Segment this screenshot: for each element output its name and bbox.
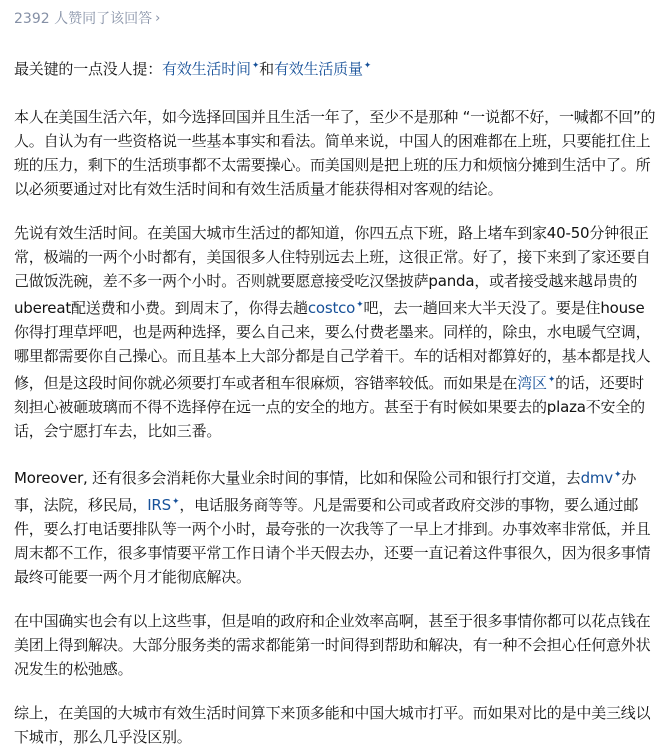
upvote-count-text: 2392 人赞同了该回答 [14,11,153,27]
spark-icon: ✦ [251,61,260,71]
upvote-count-link[interactable] [14,8,656,30]
paragraph-moreover: Moreover, 还有很多会消耗你大量业余时间的事情，比如和保险公司和银行打交道，去dmv✦办事，法院，移民局，IRS✦，电话服务商等等。凡是需要和公司或者政府交涉的事物，要么通过邮件，要么打电话要排队等一两个小时，最夸张的一次我等了一早上才排到。办事效率非常低，并且周末都不工作，很多事情要平常工作日请个半天假去办，还要一直记着这件事很久，因为很多事情最终可能要一两个月才能彻底解决。 [14,469,651,586]
keyword-link-dmv[interactable]: dmv✦ [580,469,622,487]
keyword-link-costco[interactable]: costco✦ [307,299,364,317]
spark-icon: ✦ [356,300,364,310]
key-point-paragraph [14,54,656,81]
keyword-link-irs[interactable]: IRS✦ [147,496,180,514]
spark-icon: ✦ [547,375,556,385]
keyword-link-effective-time[interactable]: 有效生活时间✦ [162,60,260,78]
paragraph-intro: 本人在美国生活六年，如今选择回国并且生活一年了，至少不是那种 “一说都不好，一喊都不回”的人。自认为有一些资格说一些基本事实和看法。简单来说，中国人的困难都在上班，只要能扛住上班的压力，剩下的生活琐事都不太需要操心。而美国则是把上班的压力和烦恼分摊到生活中了。所以必须要通过对比有效生活时间和有效生活质量才能获得相对客观的结论。 [14,108,656,198]
paragraph-conclusion: 综上，在美国的大城市有效生活时间算下来顶多能和中国大城市打平。而如果对比的是中美三线以下城市，那么几乎没区别。 [14,704,651,746]
key-point-mid: 和 [259,60,274,78]
spark-icon: ✦ [614,470,622,480]
spark-icon: ✦ [363,61,372,71]
paragraph-china: 在中国确实也会有以上这些事，但是咱的政府和企业效率高啊，甚至于很多事情你都可以花点钱在美团上得到解决。大部分服务类的需求都能第一时间得到帮助和解决，有一种不会担心任何意外状况发生的松弛感。 [14,612,651,678]
keyword-link-bay-area[interactable]: 湾区✦ [517,374,556,392]
paragraph-living-time: 先说有效生活时间。在美国大城市生活过的都知道，你四五点下班，路上堵车到家40-50分钟很正常，极端的一两个小时都有，美国很多人住特别远去上班，这很正常。好了，接下来到了家还要自己做饭洗碗，差不多一两个小时。否则就要愿意接受吃汉堡披萨panda，或者接受越来越昂贵的ubereat配送费和小费。到周末了，你得去趟costco✦吧，去一趟回来大半天没了。要是住house你得打理草坪吧，也是两种选择，要么自己来，要么付费老墨来。同样的，除虫，水电暖气空调，哪里都需要你自己操心。而且基本上大部分都是自己学着干。车的话相对都算好的，基本都是找人修，但是这段时间你就必须要打车或者租车很麻烦，容错率较低。而如果是在湾区✦的话，还要时刻担心被砸玻璃而不得不选择停在远一点的安全的地方。甚至于有时候如果要去的plaza不安全的话，会宁愿打车去，比如三番。 [14,224,651,440]
chevron-right-icon: › [155,11,161,26]
spark-icon: ✦ [171,497,180,507]
keyword-link-effective-quality[interactable]: 有效生活质量✦ [273,60,372,78]
key-point-prefix: 最关键的一点没人提： [14,60,163,78]
